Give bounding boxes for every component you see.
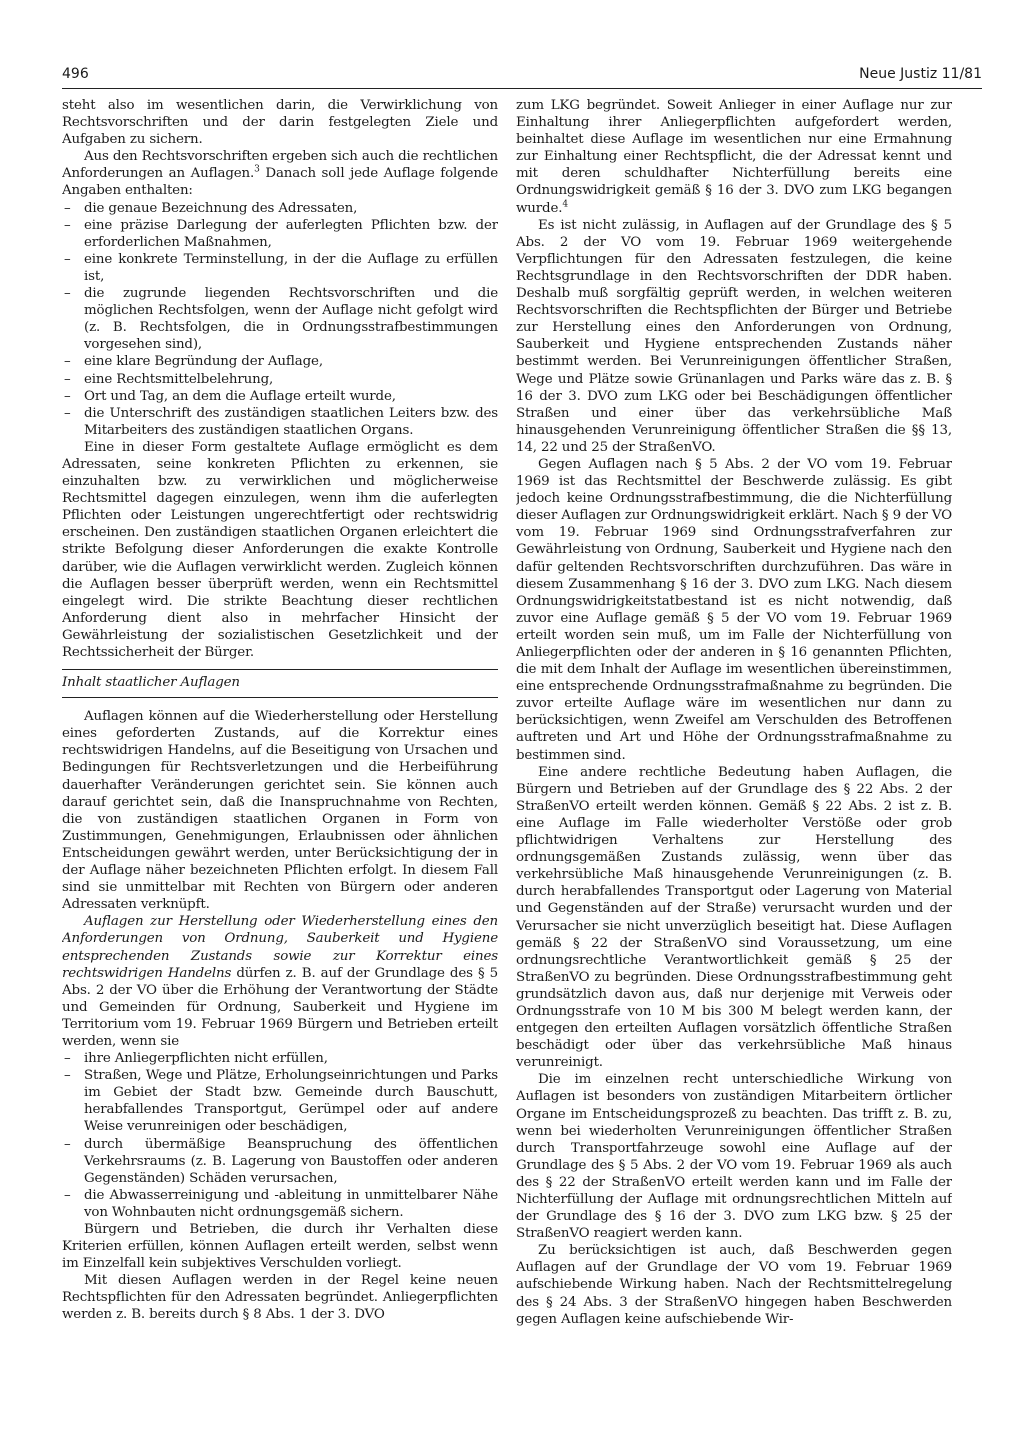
footnote-ref: 4 xyxy=(562,199,568,210)
list-item: – eine konkrete Terminstellung, in der die Auflage zu erfüllen ist, xyxy=(62,251,498,285)
list-item: – die Abwasserreinigung und -ableitung in unmittelbarer Nähe von Wohnbauten nicht ordnungsgemäß sichern. xyxy=(62,1187,498,1221)
paragraph: Bürgern und Betrieben, die durch ihr Verhalten diese Kriterien erfüllen, können Auflagen erteilt werden, selbst wenn im Einzelfall kein subjektives Verschulden vorliegt. xyxy=(62,1222,498,1272)
paragraph: Die im einzelnen recht unterschiedliche Wirkung von Auflagen ist besonders von zuständigen Mitarbeitern örtlicher Organe im Entscheidungsprozeß zu beachten. Das trifft z. B. zu, wenn bei wiederholten Verunreinigungen öffentlicher Straßen durch Transportfahrzeuge sowohl eine Auflage auf der Grundlage des § 5 Abs. 2 der VO vom 19. Februar 1969 als auch des § 22 der StraßenVO erteilt werden kann und im Falle der Nichterfüllung der Auflage mit ordnungsrechtlichen Mitteln auf der Grundlage des § 16 der 3. DVO zum LKG bzw. § 25 der StraßenVO reagiert werden kann. xyxy=(516,1072,952,1242)
paragraph: Zu berücksichtigen ist auch, daß Beschwerden gegen Auflagen auf der Grundlage der VO vom 19. Februar 1969 aufschiebende Wirkung haben. Nach der Rechtsmittelregelung des § 24 Abs. 3 der StraßenVO hingegen haben Beschwerden gegen Auflagen keine aufschiebende Wir- xyxy=(516,1243,952,1327)
footnote-ref: 3 xyxy=(254,164,260,175)
list-item: – Ort und Tag, an dem die Auflage erteilt wurde, xyxy=(62,388,498,405)
conditions-list xyxy=(62,1050,498,1221)
list-item: – eine Rechtsmittelbelehrung, xyxy=(62,371,498,388)
paragraph: Es ist nicht zulässig, in Auflagen auf der Grundlage des § 5 Abs. 2 der VO vom 19. Februar 1969 weitergehende Verpflichtungen für den Adressaten festzulegen, die keine Rechtsgrundlage in den Rechtsvorschriften der DDR haben. Deshalb muß sorgfältig geprüft werden, in welchen weiteren Rechtsvorschriften die Rechtspflichten der Bürger und Betriebe zur Herstellung eines den Anforderungen von Ordnung, Sauberkeit und Hygiene entsprechenden Zustands näher bestimmt werden. Bei Verunreinigungen öffentlicher Straßen, Wege und Plätze sowie Grünanlagen und Parks wäre das z. B. § 16 der 3. DVO zum LKG oder bei Beschädigungen öffentlicher Straßen und einer über das verkehrsübliche Maß hinausgehenden Verunreinigung öffentlicher Straßen die §§ 13, 14, 22 und 25 der StraßenVO. xyxy=(516,217,952,455)
right-column xyxy=(516,97,952,1387)
page-header xyxy=(62,66,982,89)
paragraph: Auflagen können auf die Wiederherstellung oder Herstellung eines geforderten Zustands, auf die Korrektur eines rechtswidrigen Handelns, auf die Beseitigung von Ursachen und Bedingungen für Rechtsverletzungen und die Herbeiführung dauerhafter Veränderungen gerichtet sein. Sie können auch darauf gerichtet sein, daß die Inanspruchnahme von Rechten, die von zuständigen staatlichen Organen in Form von Zustimmungen, Genehmigungen, Erlaubnissen oder ähnlichen Entscheidungen gewährt werden, unter Berücksichtigung der in der Auflage näher bezeichneten Pflichten erfolgt. In diesem Fall sind sie unmittelbar mit Rechten von Bürgern oder anderen Adressaten verknüpft. xyxy=(62,709,498,913)
list-item: – die Unterschrift des zuständigen staatlichen Leiters bzw. des Mitarbeiters des zuständigen staatlichen Organs. xyxy=(62,405,498,439)
paragraph: Aus den Rechtsvorschriften ergeben sich auch die rechtlichen Anforderungen an Auflagen.$^3$ Danach soll jede Auflage folgende Angaben enthalten: xyxy=(62,149,498,199)
requirements-list xyxy=(62,200,498,439)
section-heading: Inhalt staatlicher Auflagen xyxy=(62,669,498,698)
list-item: – eine präzise Darlegung der auferlegten Pflichten bzw. der erforderlichen Maßnahmen, xyxy=(62,217,498,251)
list-item: – eine klare Begründung der Auflage, xyxy=(62,353,498,370)
list-item: – die genaue Bezeichnung des Adressaten, xyxy=(62,200,498,217)
list-item: – Straßen, Wege und Plätze, Erholungseinrichtungen und Parks im Gebiet der Stadt bzw. Gemeinde durch Bauschutt, herabfallendes Transportgut, Gerümpel oder auf andere Weise verunreinigen oder beschädigen, xyxy=(62,1067,498,1135)
paragraph: Eine in dieser Form gestaltete Auflage ermöglicht es dem Adressaten, seine konkreten Pflichten zu erkennen, sie einzuhalten bzw. zu verwirklichen und möglicherweise Rechtsmittel dagegen einzulegen, wenn ihm die auferlegten Pflichten oder Leistungen ungerechtfertigt oder rechtswidrig erscheinen. Den zuständigen staatlichen Organen erleichtert die strikte Befolgung dieser Anforderungen die exakte Kontrolle darüber, wie die Auflagen verwirklicht werden. Zugleich können die Auflagen besser überprüft werden, wenn ein Rechtsmittel eingelegt wird. Die strikte Beachtung dieser rechtlichen Anforderung dient also in mehrfacher Hinsicht der Gewährleistung der sozialistischen Gesetzlichkeit und der Rechtssicherheit der Bürger. xyxy=(62,439,498,660)
paragraph: Auflagen zur Herstellung oder Wiederherstellung eines den Anforderungen von Ordnung, Sauberkeit und Hygiene entsprechenden Zustands sowie zur Korrektur eines rechtswidrigen Handelns dürfen z. B. auf der Grundlage des § 5 Abs. 2 der VO über die Erhöhung der Verantwortung der Städte und Gemeinden für Ordnung, Sauberkeit und Hygiene im Territorium vom 19. Februar 1969 Bürgern und Betrieben erteilt werden, wenn sie xyxy=(62,914,498,1049)
list-item: – die zugrunde liegenden Rechtsvorschriften und die möglichen Rechtsfolgen, wenn der Auflage nicht gefolgt wird (z. B. Rechtsfolgen, die in Ordnungsstrafbestimmungen vorgesehen sind), xyxy=(62,285,498,353)
emphasis: Auflagen zur Herstellung oder Wiederherstellung eines den Anforderungen von Ordnung, Sauberkeit und Hygiene entsprechenden Zustands sowie zur Korrektur eines rechtswidrigen Handelns xyxy=(62,914,498,981)
paragraph: zum LKG begründet. Soweit Anlieger in einer Auflage nur zur Einhaltung ihrer Anliegerpflichten aufgefordert werden, beinhaltet diese Auflage im wesentlichen nur eine Ermahnung zur Einhaltung einer Rechtspflicht, die der Adressat kennt und mit deren schuldhafter Nichterfüllung bereits eine Ordnungswidrigkeit gemäß § 16 der 3. DVO zum LKG begangen wurde.$^4$ xyxy=(516,98,952,216)
page-number: 496 xyxy=(62,66,89,82)
list-item: – ihre Anliegerpflichten nicht erfüllen, xyxy=(62,1050,498,1067)
paragraph: Gegen Auflagen nach § 5 Abs. 2 der VO vom 19. Februar 1969 ist das Rechtsmittel der Beschwerde zulässig. Es gibt jedoch keine Ordnungsstrafbestimmung, die die Nichterfüllung dieser Auflagen zur Ordnungswidrigkeit erklärt. Nach § 9 der VO vom 19. Februar 1969 sind Ordnungsstrafverfahren zur Gewährleistung von Ordnung, Sauberkeit und Hygiene nach den dafür geltenden Rechtsvorschriften durchzuführen. Das wäre in diesem Zusammenhang § 16 der 3. DVO zum LKG. Nach diesem Ordnungswidrigkeitstatbestand ist es nicht notwendig, daß zuvor eine Auflage gemäß § 5 der VO vom 19. Februar 1969 erteilt worden sein muß, um im Falle der Nichterfüllung von Anliegerpflichten oder der anderen in § 16 genannten Pflichten, die mit dem Inhalt der Auflage im wesentlichen übereinstimmen, eine entsprechende Ordnungsstrafmaßnahme zu begründen. Die zuvor erteilte Auflage wäre im wesentlichen nur dann zu berücksichtigen, wenn Zweifel am Verschulden des Betroffenen auftreten und Art und Höhe der Ordnungsstrafmaßnahme zu bestimmen sind. xyxy=(516,456,952,763)
paragraph: Eine andere rechtliche Bedeutung haben Auflagen, die Bürgern und Betrieben auf der Grundlage des § 22 Abs. 2 der StraßenVO erteilt werden können. Gemäß § 22 Abs. 2 ist z. B. eine Auflage im Falle wiederholter Verstöße oder grob pflichtwidrigen Verhaltens zur Herstellung des ordnungsgemäßen Zustands zulässig, wenn über das verkehrsübliche Maß hinausgehende Verunreinigungen (z. B. durch herabfallendes Transportgut oder Lagerung von Material und Gegenständen auf der Straße) verursacht wurden und der Verursacher sie nicht unverzüglich beseitigt hat. Diese Auflagen gemäß § 22 der StraßenVO sind Voraussetzung, um eine ordnungsrechtliche Verantwortlichkeit gemäß § 25 der StraßenVO zu begründen. Diese Ordnungsstrafbestimmung geht grundsätzlich davon aus, daß nur derjenige mit Verweis oder Ordnungsstrafe von 10 M bis 300 M belegt werden kann, der entgegen den erteilten Auflagen vorsätzlich öffentliche Straßen beschädigt oder über das verkehrsübliche Maß hinaus verunreinigt. xyxy=(516,764,952,1071)
journal-issue: Neue Justiz 11/81 xyxy=(859,66,982,82)
list-item: – durch übermäßige Beanspruchung des öffentlichen Verkehrsraums (z. B. Lagerung von Baustoffen oder anderen Gegenständen) Schäden verursachen, xyxy=(62,1136,498,1187)
left-column xyxy=(62,97,498,1387)
paragraph: steht also im wesentlichen darin, die Verwirklichung von Rechtsvorschriften und der darin festgelegten Ziele und Aufgaben zu sichern. xyxy=(62,98,498,148)
paragraph: Mit diesen Auflagen werden in der Regel keine neuen Rechtspflichten für den Adressaten begründet. Anliegerpflichten werden z. B. bereits durch § 8 Abs. 1 der 3. DVO xyxy=(62,1273,498,1323)
